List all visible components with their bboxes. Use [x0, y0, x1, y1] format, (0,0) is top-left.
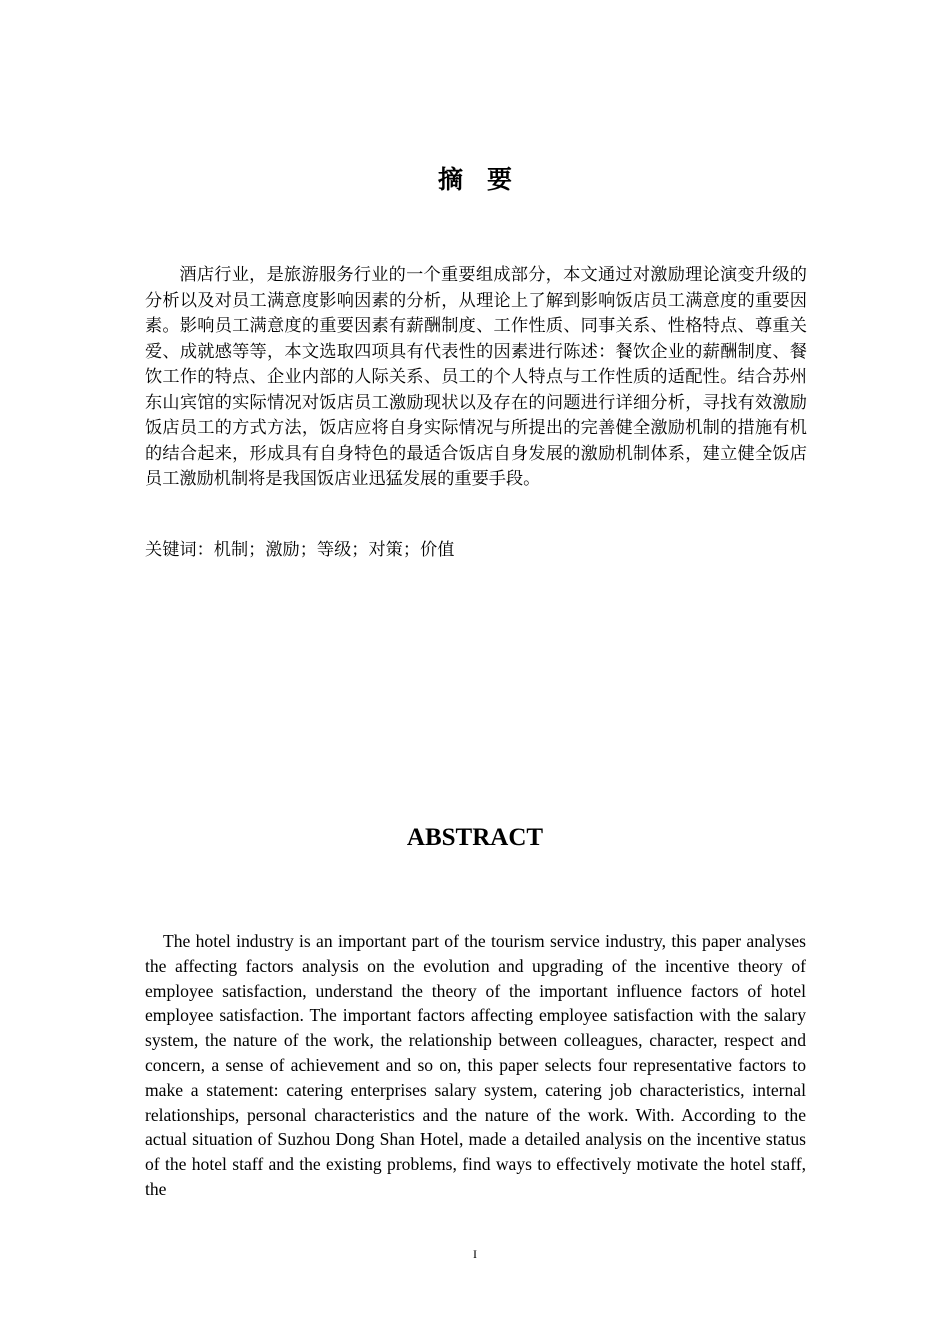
page-number: I	[473, 1247, 477, 1261]
chinese-abstract-body: 酒店行业，是旅游服务行业的一个重要组成部分，本文通过对激励理论演变升级的分析以及对员工满意度影响因素的分析，从理论上了解到影响饭店员工满意度的重要因素。影响员工满意度的重要因素有薪酬制度、工作性质、同事关系、性格特点、尊重关爱、成就感等等，本文选取四项具有代表性的因素进行陈述：餐饮企业的薪酬制度、餐饮工作的特点、企业内部的人际关系、员工的个人特点与工作性质的适配性。结合苏州东山宾馆的实际情况对饭店员工激励现状以及存在的问题进行详细分析，寻找有效激励饭店员工的方式方法，饭店应将自身实际情况与所提出的完善健全激励机制的措施有机的结合起来，形成具有自身特色的最适合饭店自身发展的激励机制体系，建立健全饭店员工激励机制将是我国饭店业迅猛发展的重要手段。	[145, 265, 807, 489]
keywords-values: ：机制；激励；等级；对策；价值	[196, 540, 455, 560]
english-abstract-body: The hotel industry is an important part of the tourism service industry, this paper analyses the affecting factors analysis on the evolution and upgrading of the incentive theory of employee satisfaction, understand the theory of the important influence factors of hotel employee satisfaction. The important factors affecting employee satisfaction with the salary system, the nature of the work, the relationship between colleagues, character, respect and concern, a sense of achievement and so on, this paper selects four representative factors to make a statement: catering enterprises salary system, catering job characteristics, internal relationships, personal characteristics and the nature of the work. With. According to the actual situation of Suzhou Dong Shan Hotel, made a detailed analysis on the incentive status of the hotel staff and the existing problems, find ways to effectively motivate the hotel staff, the	[145, 931, 806, 1199]
chinese-abstract-title: 摘要	[437, 165, 536, 194]
keywords-line	[145, 538, 807, 563]
keywords-label: 关键词	[145, 540, 197, 560]
english-abstract-title: ABSTRACT	[406, 824, 544, 851]
